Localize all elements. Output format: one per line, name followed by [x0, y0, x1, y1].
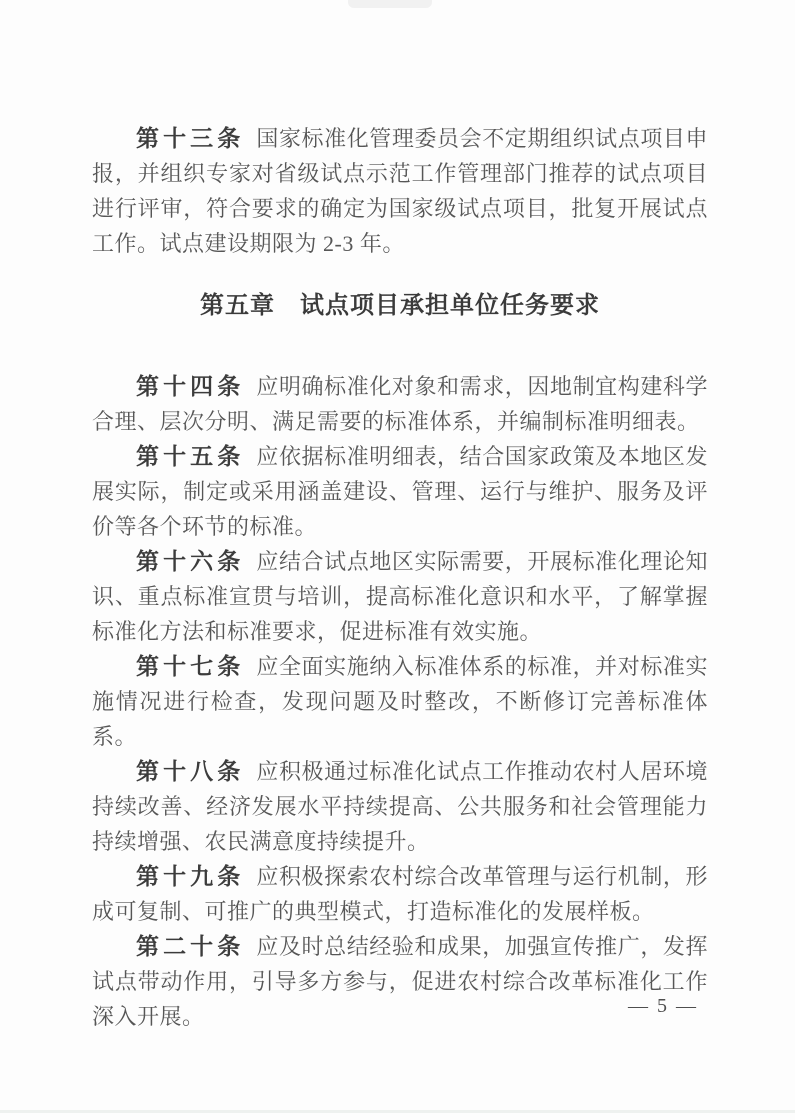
article-13: [92, 121, 708, 261]
article-17: [92, 649, 708, 754]
chapter-5-heading: 第五章 试点项目承担单位任务要求: [200, 292, 600, 319]
article-17-text: 应全面实施纳入标准体系的标准，并对标准实施情况进行检查，发现问题及时整改，不断修订完善标准体系。: [92, 654, 709, 749]
article-13-text: 国家标准化管理委员会不定期组织试点项目申报，并组织专家对省级试点示范工作管理部门推荐的试点项目进行评审，符合要求的确定为国家级试点项目，批复开展试点工作。试点建设期限为 2-3 年。: [92, 126, 709, 256]
article-20: [92, 929, 708, 1034]
article-14: [92, 369, 708, 439]
article-18: [92, 754, 708, 859]
article-14-text: 应明确标准化对象和需求，因地制宜构建科学合理、层次分明、满足需要的标准体系，并编制标准明细表。: [92, 374, 709, 434]
page-content: [92, 121, 708, 1034]
article-15: [92, 439, 708, 544]
article-19: [92, 859, 708, 929]
page-number: — 5 —: [628, 995, 698, 1017]
article-16-label: 第十六条: [136, 549, 245, 574]
article-13-label: 第十三条: [136, 126, 245, 151]
article-17-label: 第十七条: [136, 654, 245, 679]
article-18-label: 第十八条: [136, 759, 245, 784]
article-20-text: 应及时总结经验和成果，加强宣传推广，发挥试点带动作用，引导多方参与，促进农村综合改革标准化工作深入开展。: [92, 934, 709, 1029]
article-16-text: 应结合试点地区实际需要，开展标准化理论知识、重点标准宣贯与培训，提高标准化意识和水平，了解掌握标准化方法和标准要求，促进标准有效实施。: [92, 549, 709, 644]
article-15-text: 应依据标准明细表，结合国家政策及本地区发展实际，制定或采用涵盖建设、管理、运行与维护、服务及评价等各个环节的标准。: [92, 444, 709, 539]
scan-artifact-bottom-edge: [0, 1110, 795, 1113]
article-15-label: 第十五条: [136, 444, 245, 469]
article-19-label: 第十九条: [136, 864, 245, 889]
scan-artifact-top: [348, 0, 432, 8]
article-20-label: 第二十条: [136, 934, 245, 959]
article-14-label: 第十四条: [136, 374, 245, 399]
article-16: [92, 544, 708, 649]
article-19-text: 应积极探索农村综合改革管理与运行机制，形成可复制、可推广的典型模式，打造标准化的发展样板。: [92, 864, 709, 924]
article-18-text: 应积极通过标准化试点工作推动农村人居环境持续改善、经济发展水平持续提高、公共服务和社会管理能力持续增强、农民满意度持续提升。: [92, 759, 709, 854]
